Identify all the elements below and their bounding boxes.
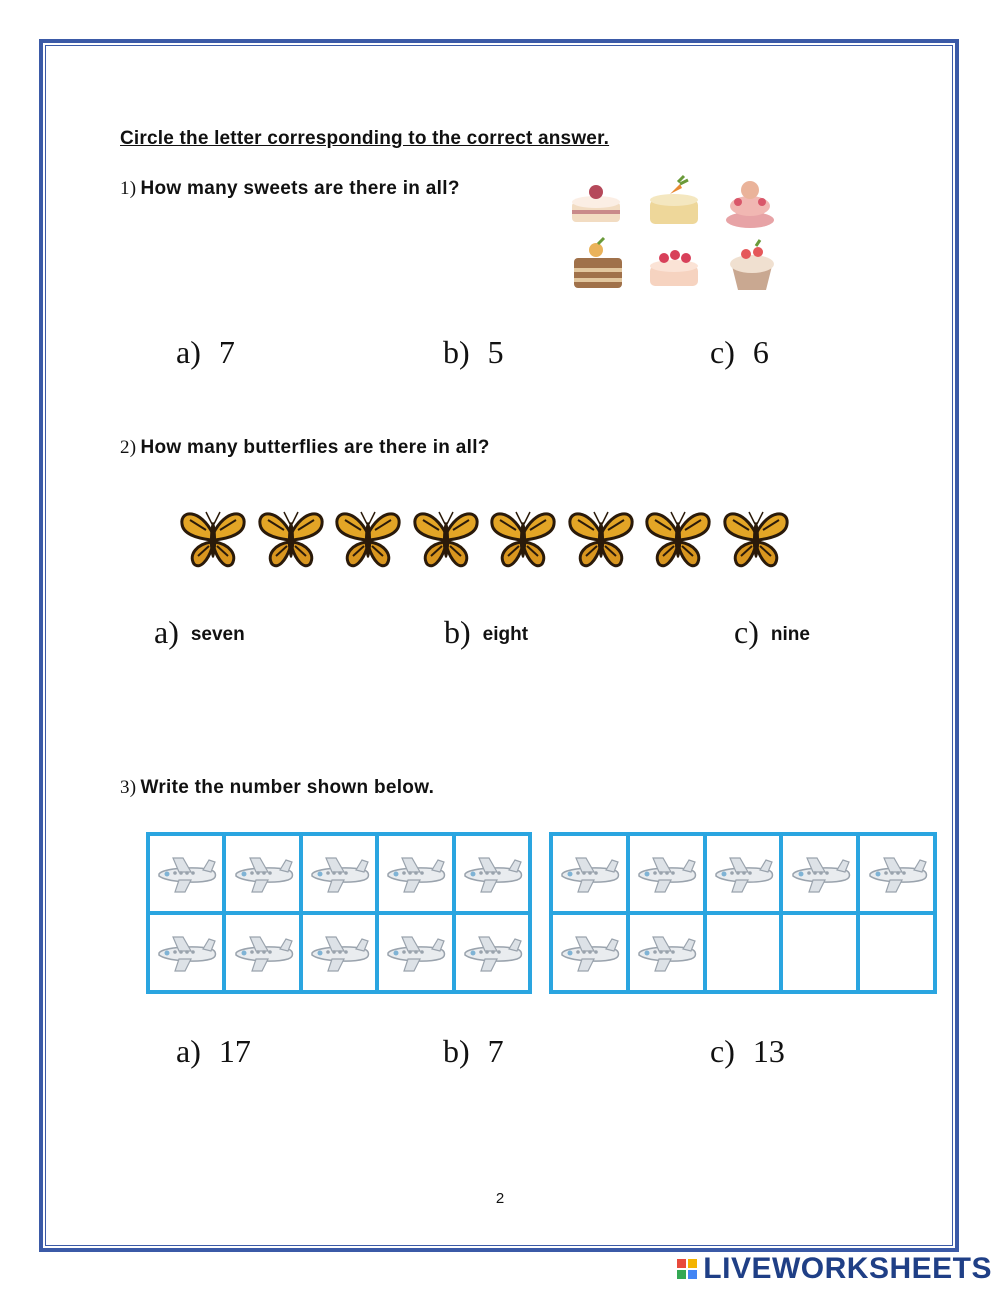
question-1 (120, 178, 460, 200)
airplane-icon (306, 933, 372, 973)
carrot-cake-icon (644, 174, 704, 232)
ten-frame-cell-filled (303, 836, 375, 911)
butterfly-icon (333, 504, 403, 572)
ten-frame-cell-filled (860, 836, 933, 911)
airplane-icon (230, 854, 296, 894)
q1-option-c-value: 6 (752, 334, 769, 370)
q2-option-a[interactable] (154, 614, 245, 651)
question-2-number: 2) (120, 437, 137, 458)
airplane-icon (633, 933, 699, 973)
butterfly-icon (566, 504, 636, 572)
airplane-icon (459, 933, 525, 973)
airplane-icon (710, 854, 776, 894)
ten-frame-cell-filled (456, 915, 528, 990)
airplane-icon (633, 854, 699, 894)
question-3-text: Write the number shown below. (140, 777, 435, 798)
question-1-number: 1) (120, 178, 137, 199)
airplane-icon (787, 854, 853, 894)
q3-option-b[interactable] (443, 1033, 504, 1070)
q3-option-b-value: 7 (487, 1033, 504, 1069)
q1-option-a[interactable] (176, 334, 235, 371)
airplane-icon (153, 933, 219, 973)
brand-mark-icon (677, 1259, 697, 1279)
q3-option-c-label: c) (710, 1033, 735, 1069)
page-number: 2 (495, 1190, 505, 1207)
butterfly-icon (178, 504, 248, 572)
q2-option-b[interactable] (444, 614, 528, 651)
ten-frame-cell-empty (707, 915, 780, 990)
ten-frame-cell-empty (783, 915, 856, 990)
ten-frame-cell-filled (707, 836, 780, 911)
airplane-icon (230, 933, 296, 973)
butterfly-icon (411, 504, 481, 572)
cupcake-icon (722, 236, 782, 294)
butterfly-icon (721, 504, 791, 572)
q2-option-a-label: a) (154, 614, 179, 650)
q2-option-a-value: seven (190, 624, 245, 645)
ten-frame-cell-filled (150, 836, 222, 911)
brand-logo[interactable] (677, 1252, 992, 1286)
airplane-icon (864, 854, 930, 894)
butterfly-icon (256, 504, 326, 572)
q1-option-c[interactable] (710, 334, 769, 371)
ten-frame-cell-filled (150, 915, 222, 990)
question-2-text: How many butterflies are there in all? (140, 437, 490, 458)
cake-slice-icon (566, 176, 626, 234)
ten-frame-cell-filled (630, 836, 703, 911)
ten-frame-cell-filled (456, 836, 528, 911)
butterfly-icon (643, 504, 713, 572)
q3-option-c-value: 13 (752, 1033, 785, 1069)
instruction-heading: Circle the letter corresponding to the correct answer. (120, 128, 610, 149)
airplane-icon (556, 933, 622, 973)
q3-option-a-label: a) (176, 1033, 201, 1069)
airplane-icon (382, 854, 448, 894)
q1-option-c-label: c) (710, 334, 735, 370)
q1-option-a-label: a) (176, 334, 201, 370)
ten-frame-cell-filled (553, 836, 626, 911)
q2-option-b-label: b) (444, 614, 471, 650)
q2-option-b-value: eight (482, 624, 529, 645)
brand-name: LIVEWORKSHEETS (703, 1252, 992, 1285)
chocolate-cake-icon (568, 236, 628, 294)
ten-frame-1 (146, 832, 532, 994)
q1-option-b[interactable] (443, 334, 504, 371)
ten-frame-cell-filled (379, 915, 451, 990)
q1-option-b-label: b) (443, 334, 470, 370)
airplane-icon (306, 854, 372, 894)
question-1-text: How many sweets are there in all? (140, 178, 460, 199)
butterfly-icon (488, 504, 558, 572)
q2-option-c-value: nine (770, 624, 810, 645)
question-3 (120, 777, 434, 799)
q1-option-a-value: 7 (218, 334, 235, 370)
ten-frame-cell-empty (860, 915, 933, 990)
strawberry-cake-icon (644, 238, 704, 296)
ten-frame-cell-filled (379, 836, 451, 911)
airplane-icon (459, 854, 525, 894)
ten-frame-cell-filled (553, 915, 626, 990)
ten-frame-cell-filled (783, 836, 856, 911)
q2-option-c[interactable] (734, 614, 810, 651)
macaron-tower-icon (720, 176, 780, 234)
airplane-icon (382, 933, 448, 973)
ten-frame-cell-filled (226, 915, 298, 990)
ten-frame-cell-filled (226, 836, 298, 911)
q3-option-b-label: b) (443, 1033, 470, 1069)
airplane-icon (153, 854, 219, 894)
question-2 (120, 437, 490, 459)
question-3-number: 3) (120, 777, 137, 798)
q3-option-a[interactable] (176, 1033, 251, 1070)
ten-frame-cell-filled (303, 915, 375, 990)
ten-frame-cell-filled (630, 915, 703, 990)
q1-option-b-value: 5 (487, 334, 504, 370)
q3-option-a-value: 17 (218, 1033, 251, 1069)
ten-frame-2 (549, 832, 937, 994)
airplane-icon (556, 854, 622, 894)
q3-option-c[interactable] (710, 1033, 785, 1070)
q2-option-c-label: c) (734, 614, 759, 650)
